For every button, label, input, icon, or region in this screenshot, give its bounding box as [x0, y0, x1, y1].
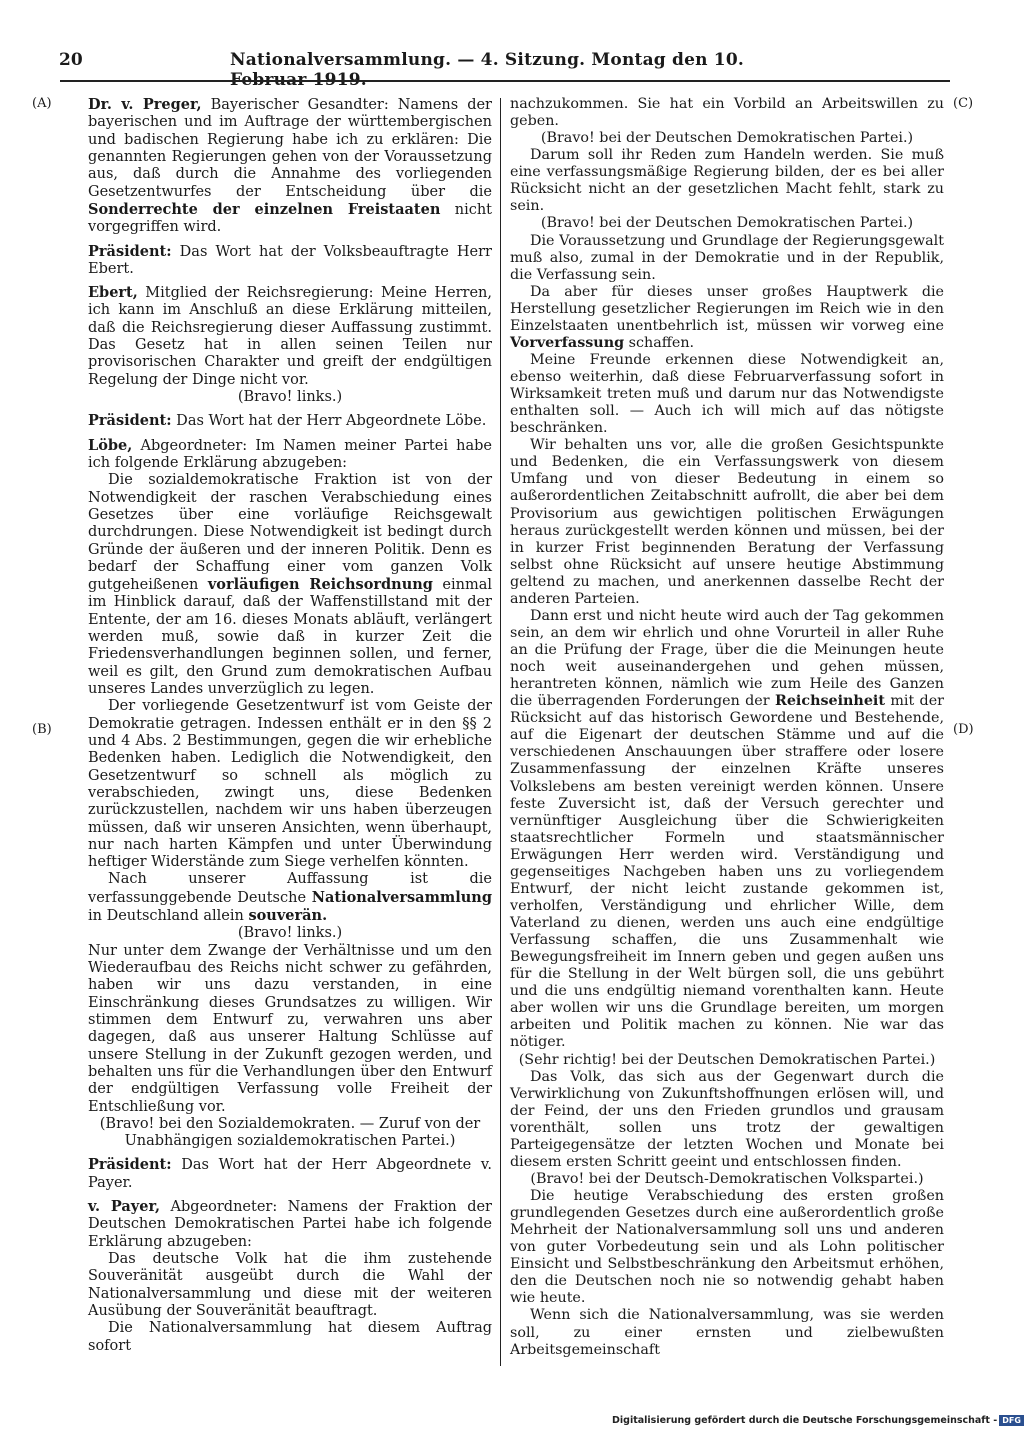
speaker-name: Präsident:	[88, 412, 172, 430]
page-header	[59, 50, 776, 90]
paragraph: Die Voraussetzung und Grundlage der Regierungsgewalt muß also, zumal in der Demokratie und in der Republik, die Verfassung sein.	[510, 232, 944, 283]
paragraph: Die Nationalversammlung hat diesem Auftrag sofort	[88, 1320, 492, 1354]
speaker-name: Löbe,	[88, 436, 133, 454]
paragraph: Wenn sich die Nationalversammlung, was sie werden soll, zu einer ernsten und zielbewußten Arbeitsgemeinschaft	[510, 1307, 944, 1358]
margin-marker-d: (D)	[953, 722, 974, 737]
speaker-name: v. Payer,	[88, 1198, 161, 1216]
margin-marker-b: (B)	[32, 722, 52, 737]
margin-marker-c: (C)	[953, 96, 974, 111]
paragraph: Der vorliegende Gesetzentwurf ist vom Geiste der Demokratie getragen. Indessen enthält er in den §§ 2 und 4 Abs. 2 Bestimmungen, gegen die wir erhebliche Bedenken haben. Lediglich die Notwendigkeit, den Gesetzentwurf so schnell als möglich zu verabschieden, zwingt uns, diese Bedenken zurückzustellen, nachdem wir uns haben überzeugen müssen, daß wir unseren Ansichten, wenn überhaupt, nur nach harten Kämpfen und unter Überwindung heftiger Widerstände zum Siege verhelfen könnten.	[88, 698, 492, 871]
interjection: (Bravo! bei den Sozialdemokraten. — Zuruf von der Unabhängigen sozialdemokratischen Partei.)	[99, 1115, 481, 1150]
paragraph: Da aber für dieses unser großes Hauptwerk die Herstellung gesetzlicher Regierungen im Reich wie in den Einzelstaaten unentbehrlich ist, müssen wir vorweg eine Vorverfassung schaffen.	[510, 283, 944, 351]
footer-text: Digitalisierung gefördert durch die Deutsche Forschungsgemeinschaft -	[612, 1415, 998, 1426]
interjection: (Bravo! bei der Deutschen Demokratischen Partei.)	[540, 215, 914, 232]
margin-marker-a: (A)	[32, 96, 52, 111]
bold-phrase: Sonderrechte der einzelnen Freistaaten	[88, 200, 441, 218]
dfg-logo-icon: DFG	[999, 1415, 1024, 1426]
bold-phrase: Vorverfassung	[510, 334, 625, 351]
page-number: 20	[59, 50, 83, 70]
paragraph: Meine Freunde erkennen diese Notwendigkeit an, ebenso weiterhin, daß diese Februarverfassung sofort in Wirksamkeit treten muß und darum nur das Notwendigste enthalten soll. — Auch ich will mich auf das nötigste beschränken.	[510, 351, 944, 437]
left-column	[88, 96, 492, 1355]
paragraph: Präsident: Das Wort hat der Volksbeauftragte Herr Ebert.	[88, 242, 492, 277]
paragraph: Das deutsche Volk hat die ihm zustehende Souveränität ausgeübt durch die Wahl der Nationalversammlung und diese mit der weiteren Ausübung der Souveränität beauftragt.	[88, 1251, 492, 1319]
header-rule	[60, 80, 950, 82]
speaker-name: Dr. v. Preger,	[88, 96, 202, 113]
interjection: (Sehr richtig! bei der Deutschen Demokratischen Partei.)	[518, 1051, 936, 1068]
interjection: (Bravo! bei der Deutschen Demokratischen Partei.)	[540, 130, 914, 147]
paragraph: Darum soll ihr Reden zum Handeln werden. Sie muß eine verfassungsmäßige Regierung bilden, der es bei aller Rücksicht nicht an der gesetzlichen Macht fehlt, stark zu sein.	[510, 147, 944, 215]
paragraph: Die sozialdemokratische Fraktion ist von der Notwendigkeit der raschen Verabschiedung eines Gesetzes über eine vorläufige Reichsgewalt durchdrungen. Diese Notwendigkeit ist bedingt durch Gründe der äußeren und der inneren Politik. Denn es bedarf der Schaffung einer vom ganzen Volk gutgeheißenen vorläufigen Reichsordnung einmal im Hinblick darauf, daß der Waffenstillstand mit der Entente, der am 16. dieses Monats abläuft, verlängert werden muß, sowie daß in kurzer Zeit die Friedensverhandlungen beginnen sollen, und ferner, weil es gilt, den Grund zum demokratischen Aufbau unseres Landes unverzüglich zu legen.	[88, 472, 492, 697]
bold-phrase: souverän.	[248, 907, 328, 925]
paragraph: Löbe, Abgeordneter: Im Namen meiner Partei habe ich folgende Erklärung abzugeben:	[88, 436, 492, 471]
paragraph: Dann erst und nicht heute wird auch der Tag gekommen sein, an dem wir ehrlich und ohne Vorurteil in aller Ruhe an die Prüfung der Frage, über die die Meinungen heute noch weit auseinandergehen und gehen müssen, herantreten können, nämlich wie zum Heile des Ganzen die überragenden Forderungen der Reichseinheit mit der Rücksicht auf das historisch Gewordene und Bestehende, auf die Eigenart der deutschen Stämme und auf die verschiedenen Anschauungen über straffere oder losere Zusammenfassung der einzelnen Kräfte unseres Volkslebens am besten vereinigt werden können. Unsere feste Zuversicht ist, daß der Versuch gerechter und vernünftiger Ausgleichung über die Schwierigkeiten staatsrechtlicher Formeln und staatsmännischer Erwägungen Herr werden wird. Verständigung und gegenseitiges Nachgeben haben uns zu vorliegendem Entwurf, der nicht leicht zustande gekommen ist, verholfen, Verständigung und ehrlicher Wille, dem Vaterland zu dienen, werden uns auch eine endgültige Verfassung schaffen, die uns Zusammenhalt wie Bewegungsfreiheit im Innern geben und gegen außen uns für die Stellung in der Welt bürgen soll, die uns gebührt und die uns endgültig niemand vorenthalten kann. Heute aber wollen wir uns die Grundlage bereiten, um morgen arbeiten und Politik machen zu können. Nie war das nötiger.	[510, 607, 944, 1051]
interjection: (Bravo! links.)	[237, 389, 343, 405]
paragraph: v. Payer, Abgeordneter: Namens der Fraktion der Deutschen Demokratischen Partei habe ich folgende Erklärung abzugeben:	[88, 1198, 492, 1250]
bold-phrase: Reichseinheit	[774, 693, 885, 710]
bold-phrase: vorläufigen Reichsordnung	[207, 576, 433, 594]
speaker-name: Präsident:	[88, 242, 172, 260]
paragraph: Wir behalten uns vor, alle die großen Gesichtspunkte und Bedenken, die ein Verfassungswerk von diesem Umfang und von dieser Bedeutung in einem so außerordentlichen Zeitabschnitt aufrollt, die aber bei dem Provisorium aus gewichtigen politischen Erwägungen heraus zurückgestellt werden können und müssen, bei der in kurzer Frist beginnenden Beratung der Verfassung selbst ohne Rücksicht auf unsere heutige Abstimmung geltend zu machen, und anerkennen dasselbe Recht der anderen Parteien.	[510, 437, 944, 607]
paragraph: Präsident: Das Wort hat der Herr Abgeordnete Löbe.	[88, 412, 487, 430]
paragraph: Präsident: Das Wort hat der Herr Abgeordnete v. Payer.	[88, 1156, 492, 1191]
paragraph: Nur unter dem Zwange der Verhältnisse und um den Wiederaufbau des Reichs nicht schwer zu gefährden, haben wir uns dazu verstanden, in eine Einschränkung dieses Grundsatzes zu willigen. Wir stimmen dem Entwurf zu, verwahren uns aber dagegen, daß aus unserer Haltung Schlüsse auf unsere Stellung in der Zukunft gezogen werden, und behalten uns für die Verhandlungen über den Entwurf der endgültigen Verfassung volle Freiheit der Entschließung vor.	[88, 942, 492, 1115]
speaker-name: Ebert,	[88, 284, 138, 302]
column-divider	[500, 98, 501, 1366]
paragraph: nachzukommen. Sie hat ein Vorbild an Arbeitswillen zu geben.	[510, 96, 944, 130]
paragraph: Dr. v. Preger, Bayerischer Gesandter: Namens der bayerischen und im Auftrage der württembergischen und badischen Regierung habe ich zu erklären: Die genannten Regierungen gehen von der Voraussetzung aus, daß durch die Annahme des vorliegenden Gesetzentwurfes der Entscheidung über die Sonderrechte der einzelnen Freistaaten nicht vorgegriffen wird.	[88, 96, 493, 236]
paragraph: Das Volk, das sich aus der Gegenwart durch die Verwirklichung von Zukunftshoffnungen erlösen will, und der Feind, der uns den Frieden grundlos und grausam vorenthält, sollen uns trotz der gewaltigen Parteigegensätze der letzten Wochen und Monate bei diesem ersten Schritt geeint und entschlossen finden.	[510, 1068, 944, 1170]
paragraph: Ebert, Mitglied der Reichsregierung: Meine Herren, ich kann im Anschluß an diese Erklärung mitteilen, daß die Reichsregierung dieser Auffassung zustimmt. Das Gesetz hat in allen seinen Teilen nur provisorischen Charakter und greift der endgültigen Regelung der Dinge nicht vor.	[88, 284, 492, 388]
right-column	[510, 96, 944, 1359]
paragraph: Die heutige Verabschiedung des ersten großen grundlegenden Gesetzes durch eine außerordentlich große Mehrheit der Nationalversammlung soll uns und anderen von guter Vorbedeutung sein und als Lohn politischer Einsicht und Selbstbeschränkung den Arbeitsmut erhöhen, den die Deutschen noch nie so notwendig gehabt haben wie heute.	[510, 1188, 944, 1307]
bold-phrase: Nationalversammlung	[311, 888, 492, 906]
speaker-name: Präsident:	[88, 1156, 172, 1174]
interjection: (Bravo! bei der Deutsch-Demokratischen Volkspartei.)	[530, 1170, 924, 1187]
footer-credit	[612, 1415, 1021, 1431]
running-title: Nationalversammlung. — 4. Sitzung. Montag den 10. Februar 1919.	[230, 50, 744, 90]
interjection: (Bravo! links.)	[237, 925, 343, 942]
paragraph: Nach unserer Auffassung ist die verfassunggebende Deutsche Nationalversammlung in Deutschland allein souverän.	[88, 871, 492, 925]
